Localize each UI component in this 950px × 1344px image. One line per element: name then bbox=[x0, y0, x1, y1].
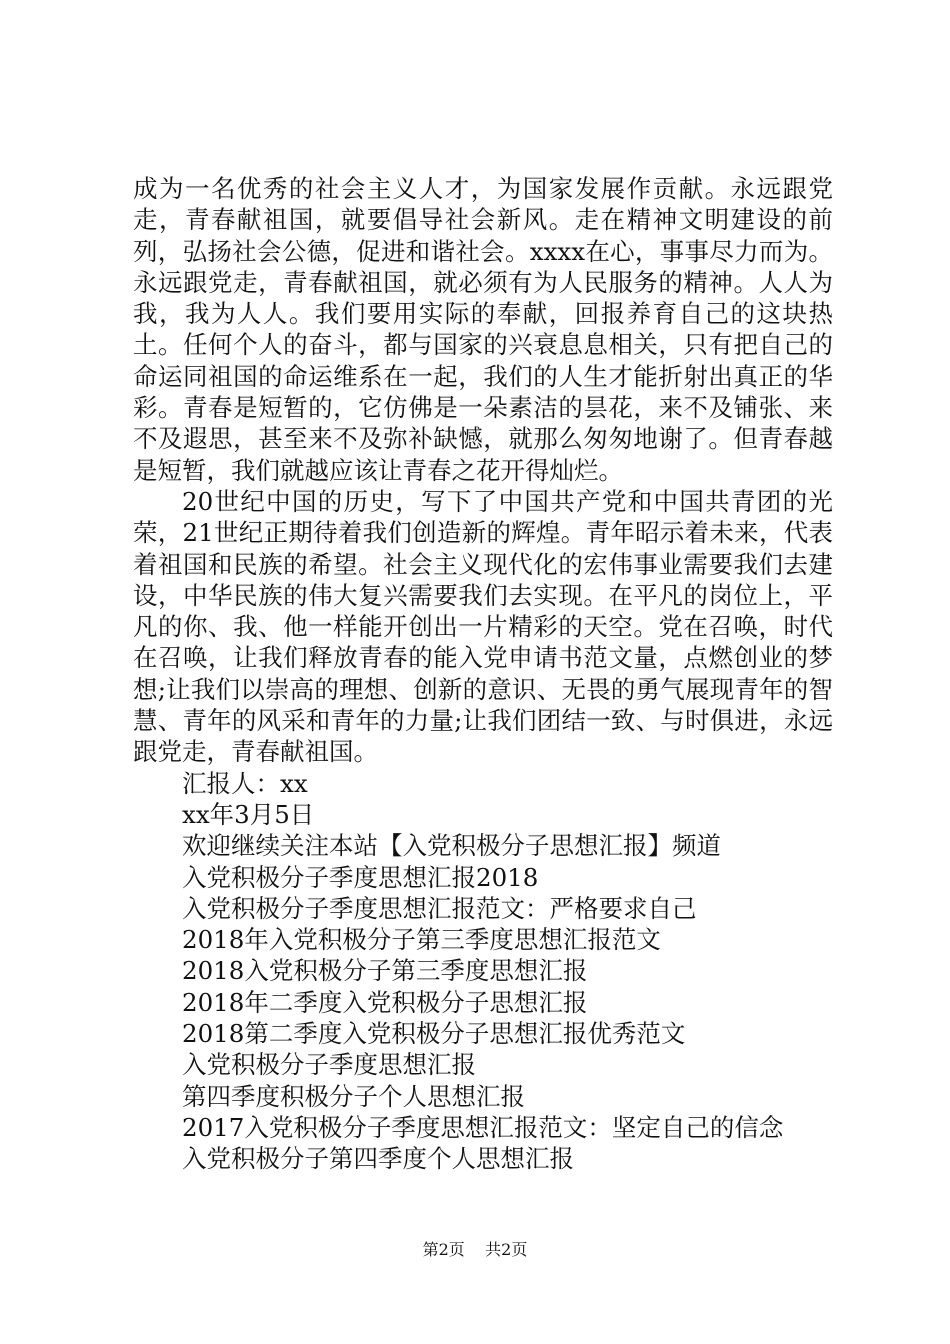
related-link-7[interactable]: 入党积极分子季度思想汇报 bbox=[182, 1050, 476, 1080]
paragraph-1: 成为一名优秀的社会主义人才，为国家发展作贡献。永远跟党走，青春献祖国，就要倡导社会新风。走在精神文明建设的前列，弘扬社会公德，促进和谐社会。xxxx在心，事事尽力而为。永远跟党走，青春献祖国，就必须有为人民服务的精神。人人为我，我为人人。我们要用实际的奉献，回报养育自己的这块热土。任何个人的奋斗，都与国家的兴衰息息相关，只有把自己的命运同祖国的命运维系在一起，我们的人生才能折射出真正的华彩。青春是短暂的，它仿佛是一朵素洁的昙花，来不及铺张、来不及遐思，甚至来不及弥补缺憾，就那么匆匆地谢了。但青春越是短暂，我们就越应该让青春之花开得灿烂。 bbox=[133, 174, 833, 485]
related-link-9[interactable]: 2017入党积极分子季度思想汇报范文：坚定自己的信念 bbox=[182, 1112, 784, 1142]
related-link-2[interactable]: 入党积极分子季度思想汇报范文：严格要求自己 bbox=[182, 893, 697, 923]
related-link-8[interactable]: 第四季度积极分子个人思想汇报 bbox=[182, 1081, 525, 1111]
footer-gap bbox=[470, 1240, 480, 1259]
page-footer bbox=[0, 1240, 950, 1260]
related-link-10[interactable]: 入党积极分子第四季度个人思想汇报 bbox=[182, 1144, 574, 1174]
document-body bbox=[133, 173, 833, 1175]
related-link-5[interactable]: 2018年二季度入党积极分子思想汇报 bbox=[182, 987, 588, 1017]
date-line: xx年3月5日 bbox=[182, 799, 315, 829]
related-link-6[interactable]: 2018第二季度入党积极分子思想汇报优秀范文 bbox=[182, 1019, 686, 1049]
reporter-line: 汇报人：xx bbox=[182, 768, 308, 798]
related-link-4[interactable]: 2018入党积极分子第三季度思想汇报 bbox=[182, 956, 588, 986]
page-number: 第2页 bbox=[422, 1240, 465, 1259]
paragraph-2: 20世纪中国的历史，写下了中国共产党和中国共青团的光荣，21世纪正期待着我们创造新的辉煌。青年昭示着未来，代表着祖国和民族的希望。社会主义现代化的宏伟事业需要我们去建设，中华民族的伟大复兴需要我们去实现。在平凡的岗位上，平凡的你、我、他一样能开创出一片精彩的天空。党在召唤，时代在召唤，让我们释放青春的能入党申请书范文量，点燃创业的梦想;让我们以崇高的理想、创新的意识、无畏的勇气展现青年的智慧、青年的风采和青年的力量;让我们团结一致、与时俱进，永远跟党走，青春献祖国。 bbox=[133, 486, 833, 767]
related-link-1[interactable]: 入党积极分子季度思想汇报2018 bbox=[182, 862, 539, 892]
page-total: 共2页 bbox=[485, 1240, 528, 1259]
channel-note: 欢迎继续关注本站【入党积极分子思想汇报】频道 bbox=[182, 831, 721, 861]
related-link-3[interactable]: 2018年入党积极分子第三季度思想汇报范文 bbox=[182, 925, 661, 955]
